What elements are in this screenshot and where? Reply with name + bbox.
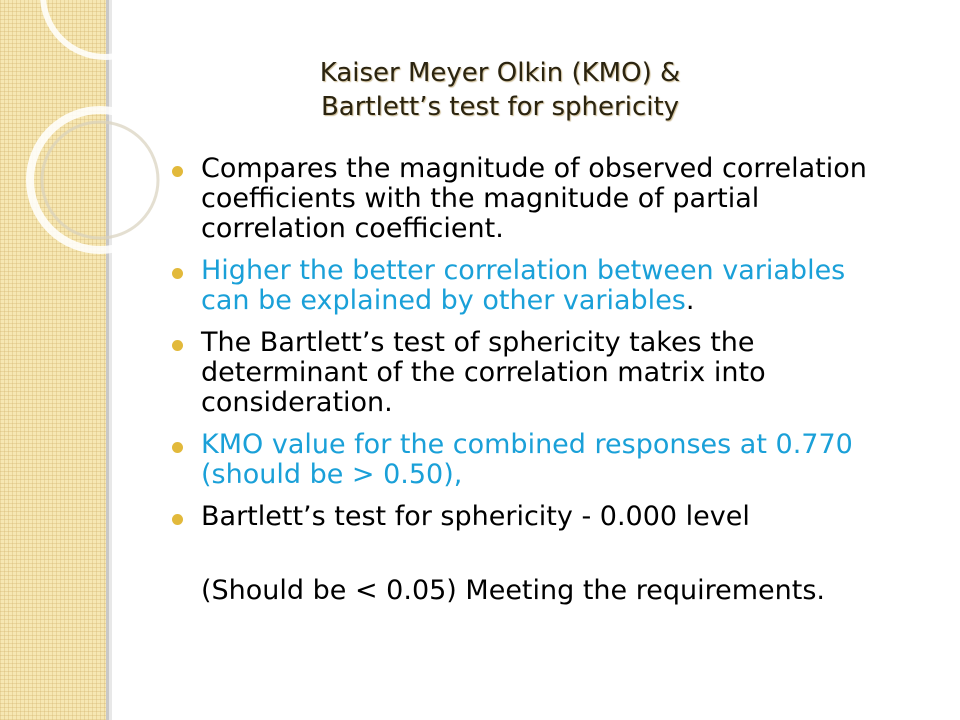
bullet-line: consideration.	[201, 387, 393, 418]
continuation-line: (Should be < 0.05) Meeting the requirements.	[201, 575, 825, 606]
bullet-line: determinant of the correlation matrix into	[201, 357, 766, 388]
bullet-item	[170, 502, 940, 532]
title-line-2: Bartlett’s test for sphericity	[320, 92, 680, 122]
bullet-item	[170, 430, 940, 490]
bullet-item	[170, 328, 940, 418]
bullet-line: (should be > 0.50),	[201, 459, 463, 490]
decorative-circles-icon	[0, 0, 160, 260]
bullet-dot-icon	[172, 166, 183, 177]
bullet-item	[170, 256, 940, 316]
bullet-dot-icon	[172, 442, 183, 453]
bullet-dot-icon	[172, 514, 183, 525]
bullet-line: KMO value for the combined responses at 0.770	[201, 429, 853, 460]
bullet-dot-icon	[172, 340, 183, 351]
title-line-1: Kaiser Meyer Olkin (KMO) &	[319, 58, 681, 88]
bullet-line: Compares the magnitude of observed correlation	[201, 153, 867, 184]
bullet-line	[201, 286, 940, 316]
bullet-list	[170, 154, 940, 544]
bullet-line: correlation coefficient.	[201, 213, 504, 244]
bullet-dot-icon	[172, 268, 183, 279]
bullet-line: coefficients with the magnitude of partial	[201, 183, 760, 214]
slide-title	[190, 56, 810, 124]
bullet-line-text: can be explained by other variables	[201, 285, 686, 316]
bullet-period: .	[685, 285, 695, 316]
bullet-line: Bartlett’s test for sphericity - 0.000 level	[201, 501, 750, 532]
bullet-item	[170, 154, 940, 244]
bullet-line: The Bartlett’s test of sphericity takes the	[201, 327, 755, 358]
bullet-line: Higher the better correlation between variables	[201, 255, 846, 286]
